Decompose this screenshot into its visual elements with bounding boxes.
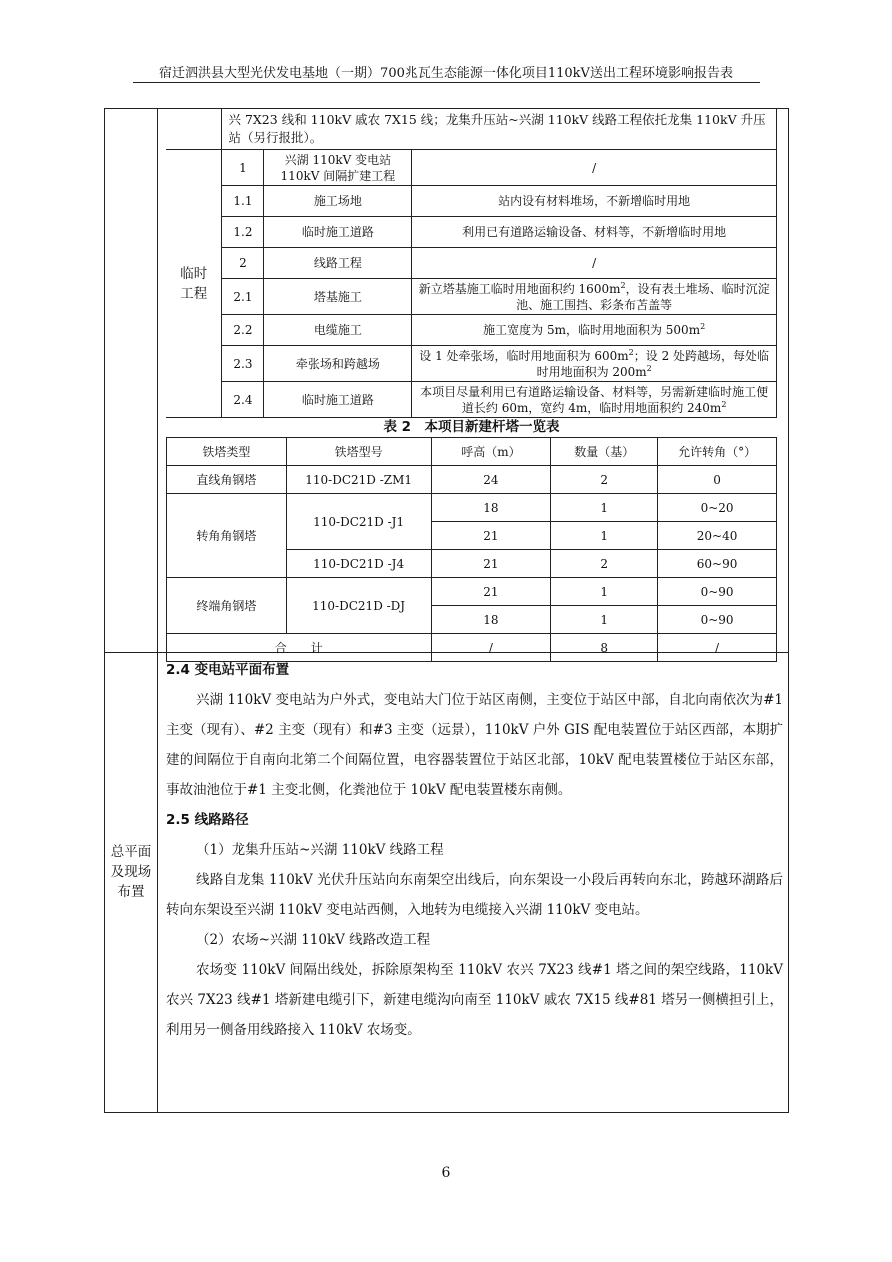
column-header: 呼高（m） bbox=[431, 438, 551, 466]
row-number: 1.1 bbox=[222, 186, 264, 217]
row-name: 施工场地 bbox=[264, 186, 412, 217]
row-desc: 设 1 处牵张场，临时用地面积为 $600m^2$；设 2 处跨越场，每处临时用地面积为 $200m^2$ bbox=[412, 346, 777, 382]
row-name: 兴湖 110kV 变电站 110kV 间隔扩建工程 bbox=[264, 150, 412, 186]
tower-angle: 20~40 bbox=[658, 522, 777, 550]
row-number: 2.2 bbox=[222, 315, 264, 346]
temp-label: 临时工程 bbox=[180, 265, 208, 302]
tower-qty: 2 bbox=[551, 466, 658, 494]
row-desc: 施工宽度为 5m，临时用地面积为 $500m^2$ bbox=[412, 315, 777, 346]
total-label: 合 计 bbox=[167, 634, 432, 662]
column-header: 铁塔类型 bbox=[167, 438, 287, 466]
section-paragraph: 农场变 110kV 间隔出线处，拆除原架构至 110kV 农兴 7X23 线#1 塔之间的架空线路，110kV 农兴 7X23 线#1 塔新建电缆引下，新建电缆沟向南至 110kV 戚农 7X15 线#81 塔另一侧横担引上，利用另一侧备用线路接入 110kV 农场变。 bbox=[166, 962, 783, 1038]
temp-label-cell bbox=[166, 150, 222, 418]
document-header: 宿迁泗洪县大型光伏发电基地（一期）700兆瓦生态能源一体化项目110kV送出工程环境影响报告表 bbox=[159, 66, 733, 81]
tower-type: 终端角钢塔 bbox=[167, 578, 287, 634]
column-header: 铁塔型号 bbox=[286, 438, 431, 466]
page-number: 6 bbox=[441, 1165, 451, 1181]
layout-section bbox=[166, 655, 783, 1045]
row-desc: 利用已有道路运输设备、材料等，不新增临时用地 bbox=[412, 217, 777, 248]
tower-height: 21 bbox=[431, 550, 551, 578]
temporary-works-table bbox=[166, 108, 777, 418]
subsection-heading: （1）龙集升压站~兴湖 110kV 线路工程 bbox=[196, 842, 444, 858]
total-angle: / bbox=[658, 634, 777, 662]
tower-qty: 1 bbox=[551, 606, 658, 634]
section-paragraph: 兴湖 110kV 变电站为户外式，变电站大门位于站区南侧，主变位于站区中部，自北向南依次为#1 主变（现有）、#2 主变（现有）和#3 主变（远景），110kV 户外 GIS 配电装置位于站区西部，本期扩建的间隔位于自南向北第二个间隔位置，电容器装置位于站区北部，10kV 配电装置楼位于站区东部，事故油池位于#1 主变北侧，化粪池位于 10kV 配电装置楼东南侧。 bbox=[166, 692, 783, 798]
row-desc: 站内设有材料堆场，不新增临时用地 bbox=[412, 186, 777, 217]
tower-angle: 0~20 bbox=[658, 494, 777, 522]
row-desc: / bbox=[412, 248, 777, 279]
table-row bbox=[166, 279, 777, 315]
table-row bbox=[167, 578, 777, 606]
table-row bbox=[167, 494, 777, 522]
row-number: 2.3 bbox=[222, 346, 264, 382]
row-name: 临时施工道路 bbox=[264, 217, 412, 248]
tower-angle: 0~90 bbox=[658, 578, 777, 606]
section-heading: 2.5 线路路径 bbox=[166, 812, 249, 828]
tower-model: 110-DC21D -J4 bbox=[286, 550, 431, 578]
table-row bbox=[166, 150, 777, 186]
row-desc: 新立塔基施工临时用地面积约 $1600m^2$，设有表土堆场、临时沉淀池、施工围挡、彩条布苫盖等 bbox=[412, 279, 777, 315]
side-label: 总平面及现场布置 bbox=[110, 844, 152, 900]
tower-model: 110-DC21D -DJ bbox=[286, 578, 431, 634]
tower-qty: 2 bbox=[551, 550, 658, 578]
tower-table bbox=[166, 437, 777, 662]
row-name: 电缆施工 bbox=[264, 315, 412, 346]
tower-qty: 1 bbox=[551, 494, 658, 522]
row-desc: 本项目尽量利用已有道路运输设备、材料等，另需新建临时施工便道长约 60m，宽约 4m，临时用地面积约 $240m^2$ bbox=[412, 382, 777, 418]
section-paragraph: 线路自龙集 110kV 光伏升压站向东南架空出线后，向东架设一小段后再转向东北，跨越环湖路后转向东架设至兴湖 110kV 变电站西侧，入地转为电缆接入兴湖 110kV 变电站。 bbox=[166, 872, 783, 918]
table-row bbox=[166, 248, 777, 279]
intro-text: 兴 7X23 线和 110kV 戚农 7X15 线；龙集升压站~兴湖 110kV 线路工程依托龙集 110kV 升压站（另行报批）。 bbox=[222, 109, 777, 150]
row-desc: / bbox=[412, 150, 777, 186]
tower-height: 18 bbox=[431, 494, 551, 522]
subsection-heading: （2）农场~兴湖 110kV 线路改造工程 bbox=[196, 932, 431, 948]
tower-height: 21 bbox=[431, 522, 551, 550]
tower-angle: 60~90 bbox=[658, 550, 777, 578]
row-name: 牵张场和跨越场 bbox=[264, 346, 412, 382]
tower-type: 直线角钢塔 bbox=[167, 466, 287, 494]
table2-title: 表 2 本项目新建杆塔一览表 bbox=[383, 419, 560, 435]
tower-height: 21 bbox=[431, 578, 551, 606]
intro-row bbox=[166, 109, 777, 150]
row-number: 2.4 bbox=[222, 382, 264, 418]
tower-height: 18 bbox=[431, 606, 551, 634]
tower-model: 110-DC21D -J1 bbox=[286, 494, 431, 550]
section-heading: 2.4 变电站平面布置 bbox=[166, 662, 290, 678]
row-name: 临时施工道路 bbox=[264, 382, 412, 418]
row-number: 2 bbox=[222, 248, 264, 279]
tower-angle: 0~90 bbox=[658, 606, 777, 634]
table-row bbox=[167, 466, 777, 494]
table-row bbox=[166, 186, 777, 217]
table-row bbox=[166, 217, 777, 248]
table-row bbox=[166, 315, 777, 346]
table-row bbox=[166, 382, 777, 418]
table-header-row bbox=[167, 438, 777, 466]
column-header: 数量（基） bbox=[551, 438, 658, 466]
header-rule bbox=[133, 82, 760, 83]
total-height: / bbox=[431, 634, 551, 662]
tower-height: 24 bbox=[431, 466, 551, 494]
tower-model: 110-DC21D -ZM1 bbox=[286, 466, 431, 494]
left-column-divider bbox=[157, 108, 158, 1113]
column-header: 允许转角（°） bbox=[658, 438, 777, 466]
row-number: 1 bbox=[222, 150, 264, 186]
row-number: 1.2 bbox=[222, 217, 264, 248]
tower-type: 转角角钢塔 bbox=[167, 494, 287, 578]
row-number: 2.1 bbox=[222, 279, 264, 315]
tower-qty: 1 bbox=[551, 522, 658, 550]
tower-qty: 1 bbox=[551, 578, 658, 606]
row-name: 塔基施工 bbox=[264, 279, 412, 315]
table-row bbox=[166, 346, 777, 382]
tower-angle: 0 bbox=[658, 466, 777, 494]
total-qty: 8 bbox=[551, 634, 658, 662]
row-name: 线路工程 bbox=[264, 248, 412, 279]
